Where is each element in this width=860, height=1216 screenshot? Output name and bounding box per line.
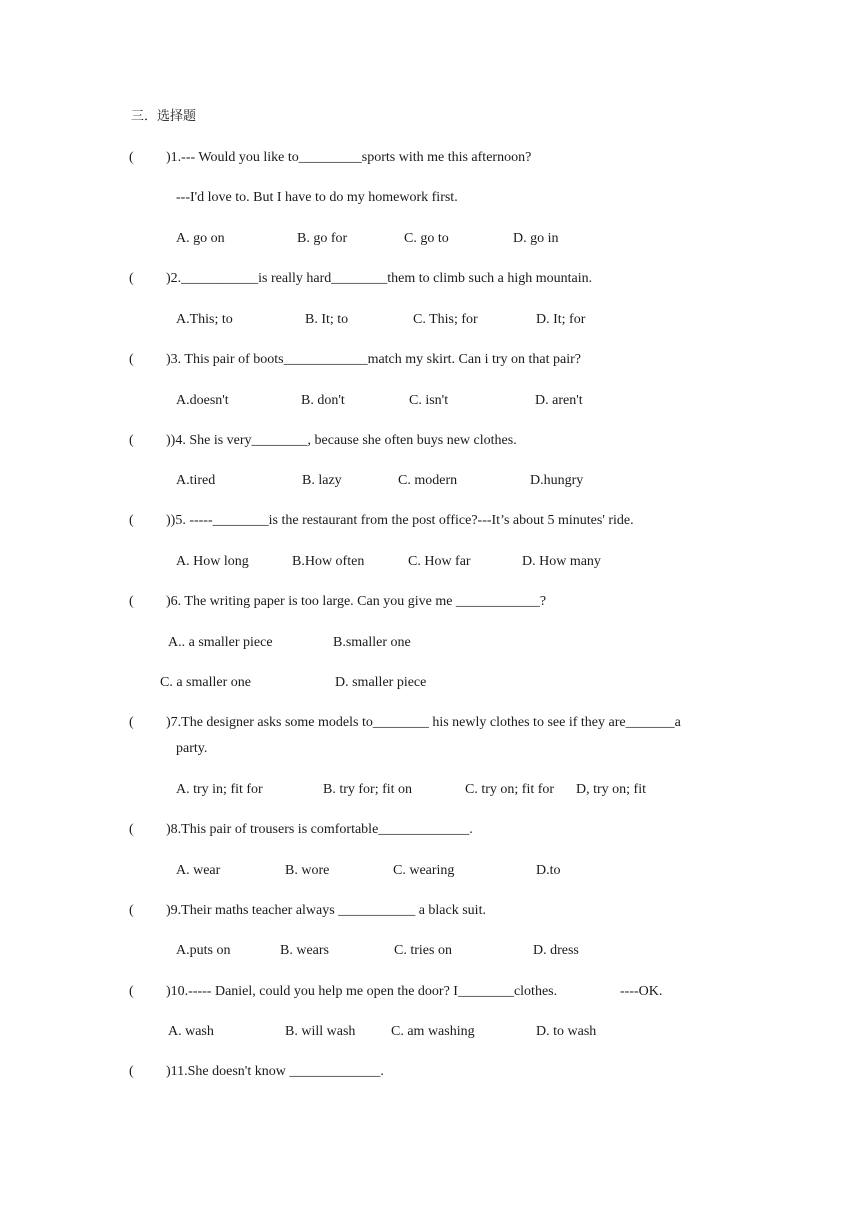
option-b: B. lazy	[302, 473, 342, 488]
option-b: B. don't	[301, 393, 345, 408]
option-a: A.tired	[176, 473, 216, 488]
answer-paren: (	[129, 150, 134, 165]
question-stem: )6. The writing paper is too large. Can you give me ____________?	[166, 594, 547, 609]
option-c: C. a smaller one	[160, 675, 251, 690]
option-d: D, try on; fit	[576, 782, 646, 797]
option-b: B.smaller one	[333, 635, 411, 650]
question-stem: )9.Their maths teacher always ___________ a black suit.	[166, 903, 486, 918]
option-d: D. dress	[533, 943, 579, 958]
question-stem: )1.--- Would you like to_________sports with me this afternoon?	[166, 150, 532, 165]
option-c: C. wearing	[393, 863, 455, 878]
question-stem: )11.She doesn't know _____________.	[166, 1064, 384, 1079]
option-c: C. modern	[398, 473, 458, 488]
section-title: 三．选择题	[131, 109, 197, 124]
option-d: D. aren't	[535, 393, 583, 408]
option-d: D. smaller piece	[335, 675, 427, 690]
option-d: D.to	[536, 863, 561, 878]
answer-paren: (	[129, 984, 134, 999]
question-extra: ----OK.	[620, 984, 663, 999]
option-c: C. isn't	[409, 393, 449, 408]
option-d: D.hungry	[530, 473, 584, 488]
answer-paren: (	[129, 594, 134, 609]
option-b: B.How often	[292, 554, 365, 569]
question-extra: party.	[176, 741, 208, 756]
question-stem: )10.----- Daniel, could you help me open the door? I________clothes.	[166, 984, 558, 999]
option-b: B. wore	[285, 863, 330, 878]
question-stem: )8.This pair of trousers is comfortable_____________.	[166, 822, 473, 837]
question-extra: ---I'd love to. But I have to do my homework first.	[176, 190, 458, 205]
option-a: A. How long	[176, 554, 249, 569]
option-c: C. go to	[404, 231, 449, 246]
answer-paren: (	[129, 352, 134, 367]
option-b: B. go for	[297, 231, 348, 246]
option-a: A.doesn't	[176, 393, 229, 408]
option-a: A. wash	[168, 1024, 214, 1039]
answer-paren: (	[129, 433, 134, 448]
option-c: C. How far	[408, 554, 471, 569]
option-a: A.puts on	[176, 943, 231, 958]
option-a: A. wear	[176, 863, 221, 878]
question-stem: ))5. -----________is the restaurant from the post office?---It’s about 5 minutes' ride.	[166, 513, 634, 528]
option-a: A. go on	[176, 231, 225, 246]
answer-paren: (	[129, 903, 134, 918]
option-d: D. to wash	[536, 1024, 597, 1039]
option-a: A. try in; fit for	[176, 782, 263, 797]
option-a: A.. a smaller piece	[168, 635, 273, 650]
answer-paren: (	[129, 1064, 134, 1079]
answer-paren: (	[129, 715, 134, 730]
option-c: C. tries on	[394, 943, 452, 958]
question-stem: )2.___________is really hard________them to climb such a high mountain.	[166, 271, 593, 286]
option-c: C. try on; fit for	[465, 782, 555, 797]
answer-paren: (	[129, 822, 134, 837]
option-b: B. try for; fit on	[323, 782, 413, 797]
option-d: D. It; for	[536, 312, 586, 327]
option-b: B. It; to	[305, 312, 349, 327]
answer-paren: (	[129, 513, 134, 528]
option-a: A.This; to	[176, 312, 233, 327]
option-d: D. go in	[513, 231, 559, 246]
question-stem: )3. This pair of boots____________match my skirt. Can i try on that pair?	[166, 352, 582, 367]
option-b: B. will wash	[285, 1024, 356, 1039]
option-b: B. wears	[280, 943, 329, 958]
answer-paren: (	[129, 271, 134, 286]
option-d: D. How many	[522, 554, 601, 569]
option-c: C. am washing	[391, 1024, 475, 1039]
question-stem: )7.The designer asks some models to________ his newly clothes to see if they are_______a	[166, 715, 681, 730]
question-stem: ))4. She is very________, because she often buys new clothes.	[166, 433, 517, 448]
option-c: C. This; for	[413, 312, 478, 327]
